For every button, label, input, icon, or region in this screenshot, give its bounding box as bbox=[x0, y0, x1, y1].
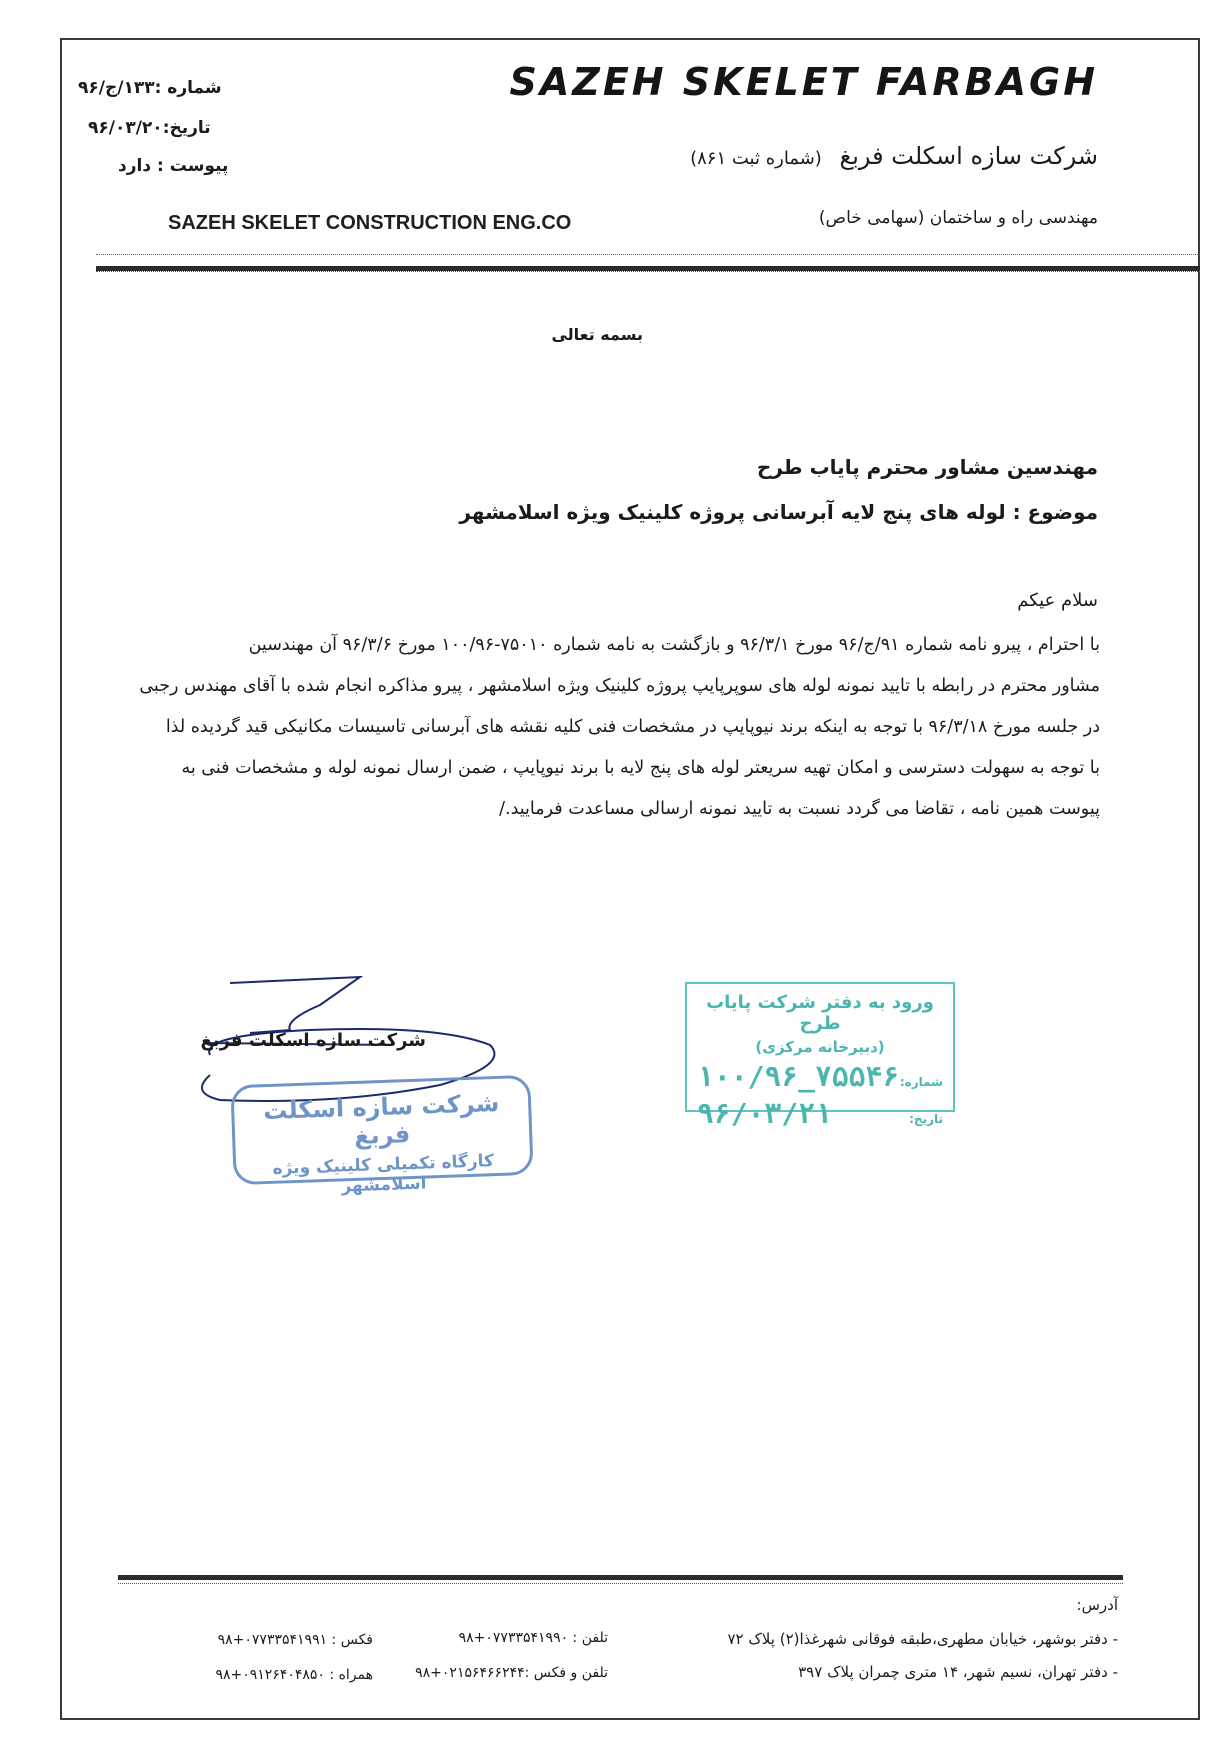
letter-body bbox=[90, 625, 1100, 830]
letter-number: شماره :۱۳۳/ج/۹۶ bbox=[78, 78, 222, 98]
receipt-date: ۹۶/۰۳/۲۱ bbox=[697, 1097, 832, 1130]
receipt-stamp-subtitle: (دبیرخانه مرکزی) bbox=[755, 1038, 885, 1056]
header-divider-dotted-2 bbox=[96, 271, 1200, 272]
body-line: با توجه به سهولت دسترسی و امکان تهیه سریعتر لوله های پنج لایه با برند نیوپایپ ، ضمن ارسال نمونه لوله و مشخصات فنی به bbox=[181, 758, 1100, 778]
page-border bbox=[60, 38, 1200, 1720]
company-type: مهندسی راه و ساختمان (سهامی خاص) bbox=[818, 208, 1098, 228]
registration-number: (شماره ثبت ۸۶۱) bbox=[690, 148, 822, 169]
receipt-date-label: تاریخ: bbox=[909, 1112, 943, 1126]
receipt-number-label: شماره: bbox=[899, 1075, 943, 1089]
receipt-stamp bbox=[685, 982, 955, 1130]
company-name: شرکت سازه اسکلت فربغ bbox=[839, 142, 1098, 170]
footer-divider bbox=[118, 1575, 1123, 1580]
letter-date: تاریخ:۹۶/۰۳/۲۰ bbox=[88, 118, 211, 138]
address-tehran: - دفتر تهران، نسیم شهر، ۱۴ متری چمران پلاک ۳۹۷ bbox=[798, 1663, 1118, 1681]
receipt-number-row bbox=[697, 1060, 943, 1093]
greeting: سلام عیکم bbox=[1017, 590, 1098, 611]
body-line: پیوست همین نامه ، تقاضا می گردد نسبت به تایید نمونه ارسالی مساعدت فرمایید./ bbox=[499, 799, 1100, 819]
subject: موضوع : لوله های پنج لایه آبرسانی پروژه کلینیک ویژه اسلامشهر bbox=[459, 500, 1098, 524]
address-bushehr: - دفتر بوشهر، خیابان مطهری،طبقه فوقانی شهرغذا(۲) پلاک ۷۲ bbox=[727, 1630, 1118, 1648]
receipt-stamp-title: ورود به دفتر شرکت پایاب طرح bbox=[706, 992, 934, 1034]
tehran-mobile: همراه : ۰۹۱۲۶۴۰۴۸۵۰+۹۸ bbox=[215, 1667, 373, 1683]
tehran-phone-fax: تلفن و فکس :۰۲۱۵۶۴۶۶۲۴۴+۹۸ bbox=[415, 1665, 608, 1681]
brand-logo-text: SAZEH SKELET FARBAGH bbox=[509, 60, 1098, 104]
company-name-english: SAZEH SKELET CONSTRUCTION ENG.CO bbox=[168, 212, 572, 234]
body-line: در جلسه مورخ ۹۶/۳/۱۸ با توجه به اینکه برند نیوپایپ در مشخصات فنی کلیه نقشه های آبرسانی تاسیسات مکانیکی قید گردیده لذا bbox=[165, 717, 1100, 737]
bushehr-phone: تلفن : ۰۷۷۳۳۵۴۱۹۹۰+۹۸ bbox=[458, 1630, 608, 1646]
footer-divider-dotted bbox=[118, 1583, 1123, 1584]
company-stamp bbox=[230, 1075, 533, 1197]
receipt-number: ۱۰۰/۹۶_۷۵۵۴۶ bbox=[697, 1060, 900, 1093]
body-line: با احترام ، پیرو نامه شماره ۹۱/ج/۹۶ مورخ ۹۶/۳/۱ و بازگشت به نامه شماره ۷۵۰۱۰-۱۰۰/۹۶ مورخ ۹۶/۳/۶ آن مهندسین bbox=[248, 635, 1100, 655]
body-line: مشاور محترم در رابطه با تایید نمونه لوله های سوپرپایپ پروژه کلینیک ویژه اسلامشهر ، پیرو مذاکره انجام شده با آقای مهندس رجبی bbox=[139, 676, 1100, 696]
company-stamp-line1: شرکت سازه اسکلت فربغ bbox=[262, 1088, 500, 1150]
receipt-date-row bbox=[697, 1097, 943, 1130]
address-label: آدرس: bbox=[1076, 1596, 1118, 1614]
bushehr-fax: فکس : ۰۷۷۳۳۵۴۱۹۹۱+۹۸ bbox=[217, 1632, 373, 1648]
recipient: مهندسین مشاور محترم پایاب طرح bbox=[756, 455, 1098, 479]
header-divider-dotted bbox=[96, 254, 1200, 255]
company-stamp-line2: کارگاه تکمیلی کلینیک ویژه اسلامشهر bbox=[272, 1151, 495, 1197]
signatory-name: شرکت سازه اسکلت فربغ bbox=[200, 1030, 426, 1051]
basmala: بسمه تعالی bbox=[551, 325, 643, 344]
company-name-persian bbox=[690, 142, 1098, 170]
letter-attachment: پیوست : دارد bbox=[118, 156, 229, 176]
